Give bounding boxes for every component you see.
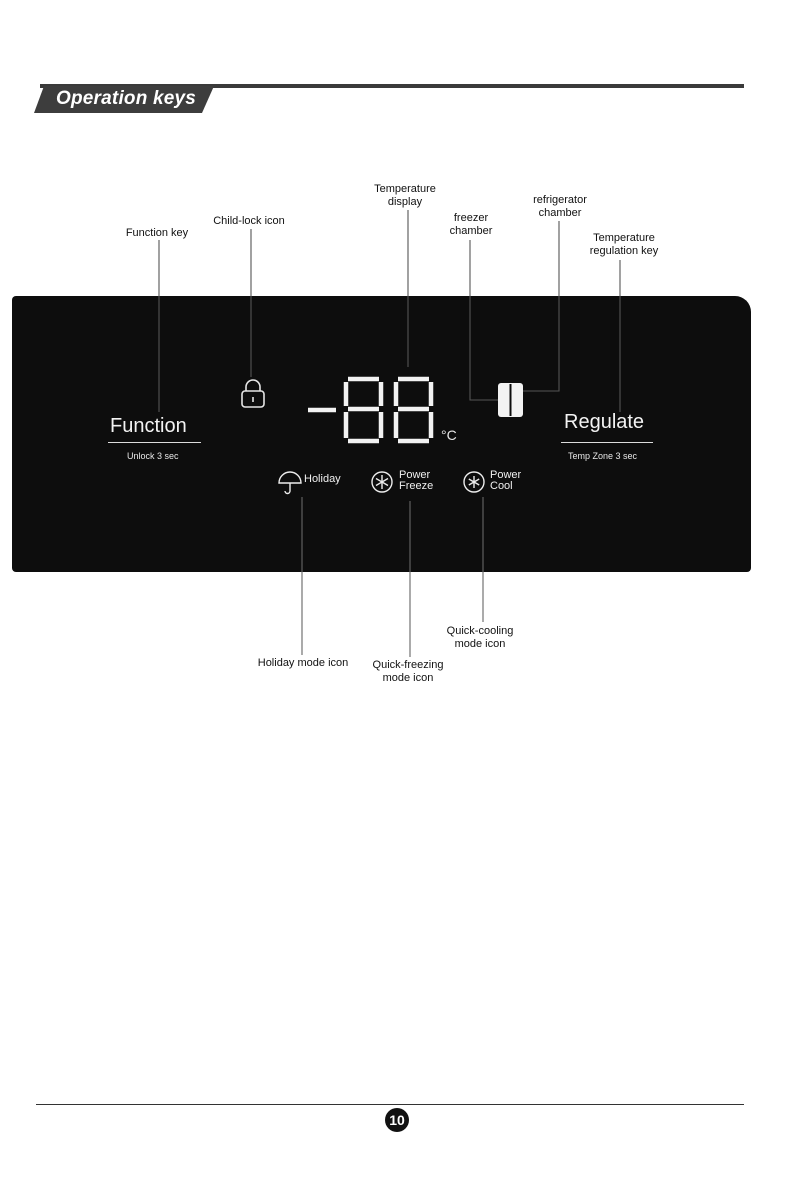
regulate-key-hint: Temp Zone 3 sec: [568, 451, 638, 461]
callout-function-key: Function key: [125, 227, 189, 239]
callout-child-lock: Child-lock icon: [213, 215, 285, 227]
section-title: Operation keys: [56, 88, 197, 109]
celsius-unit: °C: [441, 427, 457, 443]
footer-rule: [36, 1104, 744, 1105]
regulate-key-label[interactable]: Regulate: [564, 411, 645, 433]
function-key-underline: [108, 442, 201, 443]
regulate-key-underline: [561, 442, 653, 443]
callout-quick-cooling: Quick-cooling mode icon: [446, 625, 514, 650]
callout-refrigerator-chamber: refrigerator chamber: [533, 194, 587, 219]
function-key-label[interactable]: Function: [110, 415, 187, 437]
holiday-label: Holiday: [304, 473, 341, 485]
callout-temperature-regulation: Temperature regulation key: [589, 232, 659, 257]
power-freeze-label: Power Freeze: [399, 469, 434, 492]
power-cool-label: Power Cool: [490, 469, 522, 492]
function-key-hint: Unlock 3 sec: [127, 451, 179, 461]
callout-freezer-chamber: freezer chamber: [449, 212, 493, 237]
callout-holiday-mode: Holiday mode icon: [257, 657, 349, 669]
callout-temperature-display: Temperature display: [374, 183, 436, 208]
callout-quick-freezing: Quick-freezing mode icon: [372, 659, 444, 684]
page-number: 10: [385, 1108, 409, 1132]
